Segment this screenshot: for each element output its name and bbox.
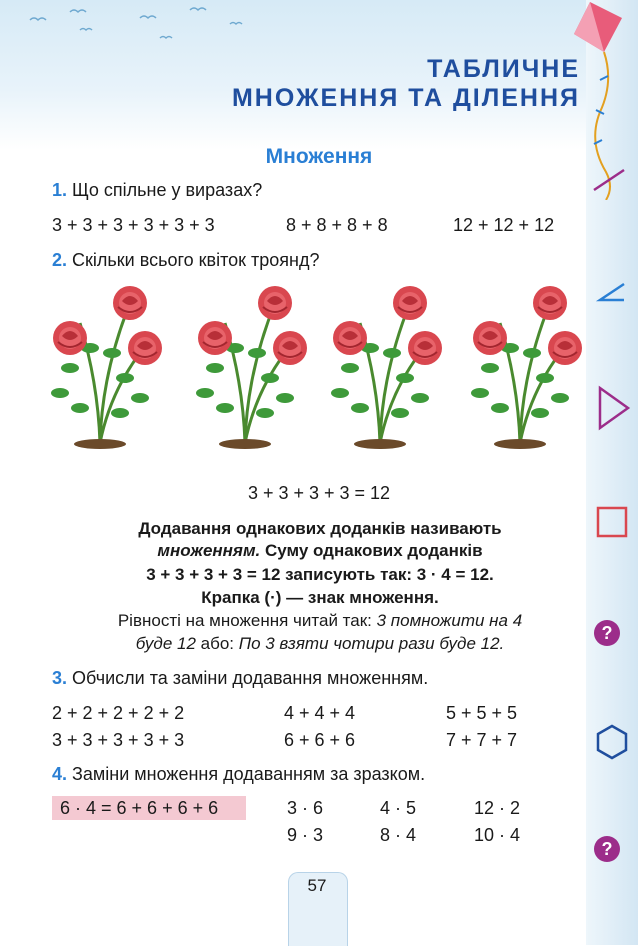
rose-bushes-illustration (40, 278, 600, 458)
triangle-icon (600, 388, 628, 428)
expression: 3 + 3 + 3 + 3 + 3 + 3 (52, 215, 215, 235)
rule-line6 (40, 633, 600, 655)
page-title-line1: ТАБЛИЧНЕ (427, 55, 580, 83)
task-text: Скільки всього квіток троянд? (72, 250, 320, 270)
task2-prompt (52, 250, 319, 271)
question-icon (592, 834, 622, 869)
birds-decoration (20, 0, 280, 60)
rule-line3: 3 + 3 + 3 + 3 = 12 записують так: 3 · 4 = 12. (146, 565, 494, 584)
square-icon (598, 508, 626, 536)
expression: 8 · 4 (380, 825, 417, 845)
task-number: 4. (52, 764, 68, 784)
page-number: 57 (307, 876, 327, 895)
expression: 12 · 2 (474, 798, 521, 818)
roses-equation: 3 + 3 + 3 + 3 = 12 (247, 483, 391, 503)
expression: 7 + 7 + 7 (446, 730, 518, 750)
task3-prompt (52, 668, 428, 689)
expression: 5 + 5 + 5 (446, 703, 518, 723)
rule-text: Рівності на множення читай так: (117, 611, 377, 630)
rose-bush (331, 286, 442, 449)
rule-term: множенням. (157, 541, 261, 560)
rose-bush (196, 286, 307, 449)
task1-prompt (52, 180, 262, 201)
expression: 8 + 8 + 8 + 8 (286, 215, 388, 235)
task4-prompt (52, 764, 425, 785)
rule-text: або: (195, 634, 239, 653)
rose-bush (51, 286, 162, 449)
expression: 6 + 6 + 6 (284, 730, 356, 750)
hexagon-icon (598, 726, 626, 758)
task-number: 3. (52, 668, 68, 688)
rule-italic: 3 помножити на 4 (376, 611, 523, 630)
expression: 3 + 3 + 3 + 3 + 3 (52, 730, 185, 750)
expression: 2 + 2 + 2 + 2 + 2 (52, 703, 185, 723)
section-title: Множення (265, 145, 373, 168)
rule-line4: Крапка (·) — знак множення. (201, 588, 439, 607)
svg-text:?: ? (601, 839, 613, 859)
expression: 10 · 4 (474, 825, 521, 845)
task-number: 2. (52, 250, 68, 270)
expression: 3 · 6 (287, 798, 324, 818)
expression: 12 + 12 + 12 (453, 215, 555, 235)
question-icon (592, 618, 622, 653)
task-text: Обчисли та заміни додавання множенням. (72, 668, 429, 688)
expression: 4 · 5 (380, 798, 417, 818)
rose-bush (471, 286, 582, 449)
rule-text: Суму однакових доданків (260, 541, 483, 560)
rule-italic: буде 12 (135, 634, 196, 653)
expression: 4 + 4 + 4 (284, 703, 356, 723)
side-shapes (588, 150, 636, 940)
expression: 9 · 3 (287, 825, 324, 845)
page-title-line2: МНОЖЕННЯ ТА ДІЛЕННЯ (231, 84, 580, 112)
rule-italic: По 3 взяти чотири рази буде 12. (238, 634, 505, 653)
line-icon (594, 170, 624, 190)
task-text: Заміни множення додаванням за зразком. (72, 764, 426, 784)
task-number: 1. (52, 180, 68, 200)
rule-line5 (40, 610, 600, 632)
svg-text:?: ? (601, 623, 613, 643)
task-text: Що спільне у виразах? (72, 180, 263, 200)
rule-line1: Додавання однакових доданків називають (138, 519, 502, 538)
angle-icon (600, 284, 624, 300)
sample-equation: 6 · 4 = 6 + 6 + 6 + 6 (60, 798, 219, 818)
rule-line2 (40, 540, 600, 562)
